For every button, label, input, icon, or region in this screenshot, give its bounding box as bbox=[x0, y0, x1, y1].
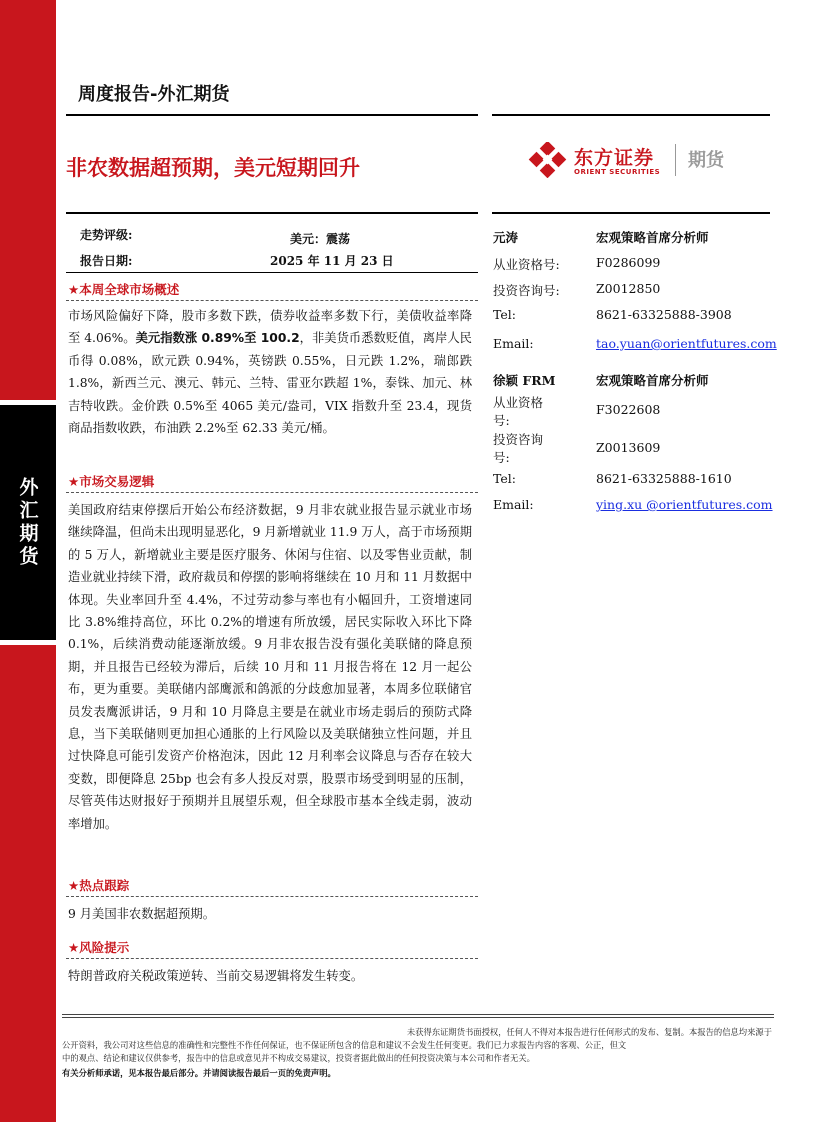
disclaimer-line-2: 公开资料，我公司对这些信息的准确性和完整性不作任何保证，也不保证所包含的信息和建议不会发生任何变更。我们已力求报告内容的客观、公正，但文 bbox=[62, 1040, 627, 1050]
logo-suffix: 期货 bbox=[688, 150, 724, 171]
report-title: 非农数据超预期，美元短期回升 bbox=[66, 156, 360, 180]
meta-rule bbox=[66, 272, 478, 273]
analyst-1-license-label: 从业资格号: bbox=[493, 257, 560, 272]
title-rule-left bbox=[66, 212, 478, 214]
analyst-2-license-label-1: 从业资格 bbox=[493, 395, 544, 410]
analyst-2-title: 宏观策略首席分析师 bbox=[596, 373, 709, 388]
overview-text-bold: 美元指数涨 0.89%至 100.2 bbox=[135, 331, 300, 346]
disclaimer-line-1: 未获得东证期货书面授权，任何人不得对本报告进行任何形式的发布、复制。本报告的信息均来源于 bbox=[406, 1027, 772, 1037]
logic-divider bbox=[66, 492, 478, 493]
analyst-1-consult-label: 投资咨询号: bbox=[493, 283, 560, 298]
hotspot-text: 9 月美国非农数据超预期。 bbox=[68, 907, 215, 921]
overview-text-2: ，非美货币悉数贬值，离岸人民币得 0.08%，欧元跌 0.94%，英镑跌 0.55%，日元跌 1.2%，瑞郎跌 1.8%，新西兰元、澳元、韩元、兰特、雷亚尔跌超 1%，泰铢、加元、林吉特收跌。金价跌 0.5%至 4065 美元/盎司，VIX 指数升至 23.4，现货商品指数收跌，布油跌 2.2%至 62.33 美元/桶。 bbox=[68, 331, 472, 436]
analyst-1-consult: Z0012850 bbox=[596, 281, 661, 296]
sidebar-red-top bbox=[0, 0, 56, 400]
date-label: 报告日期: bbox=[80, 254, 133, 268]
header-rule-right bbox=[492, 114, 770, 116]
analyst-1-title: 宏观策略首席分析师 bbox=[596, 230, 709, 245]
analyst-2-tel: 8621-63325888-1610 bbox=[596, 471, 732, 486]
overview-divider bbox=[66, 300, 478, 301]
disclaimer-analyst-note: 有关分析师承诺，见本报告最后部分。并请阅读报告最后一页的免责声明。 bbox=[62, 1068, 336, 1078]
analyst-2-consult: Z0013609 bbox=[596, 440, 661, 455]
footer-rule-bottom bbox=[62, 1017, 774, 1018]
header-rule-left bbox=[66, 114, 478, 116]
sidebar-category-tab bbox=[0, 405, 56, 640]
analyst-2-email-link[interactable]: ying.xu @orientfutures.com bbox=[596, 497, 773, 512]
analyst-2-consult-label-1: 投资咨询 bbox=[493, 432, 544, 447]
logo-name-en: ORIENT SECURITIES bbox=[574, 168, 661, 176]
analyst-1-tel: 8621-63325888-3908 bbox=[596, 307, 732, 322]
analyst-1-tel-label: Tel: bbox=[493, 307, 516, 322]
risk-heading: ★风险提示 bbox=[68, 940, 130, 955]
overview-paragraph bbox=[68, 305, 472, 439]
trend-label: 走势评级: bbox=[80, 228, 133, 242]
logic-heading: ★市场交易逻辑 bbox=[68, 474, 155, 489]
logic-paragraph: 美国政府结束停摆后开始公布经济数据，9 月非农就业报告显示就业市场继续降温，但尚未出现明显恶化，9 月新增就业 11.9 万人，高于市场预期的 5 万人，新增就业主要是医疗服务、休闲与住宿、以及零售业贡献，制造业就业持续下滑，政府裁员和停摆的影响将继续在 10 月和 11 月数据中体现。失业率回升至 4.4%，不过劳动参与率也有小幅回升，工资增速同比 3.8%维持高位，环比 0.2%的增速有所放缓，居民实际收入环比下降 0.1%，后续消费动能逐渐放缓。9 月非农报告没有强化美联储的降息预期，并且报告已经较为滞后，后续 10 月和 11 月报告将在 12 月一起公布，更为重要。美联储内部鹰派和鸽派的分歧愈加显著，本周多位联储官员发表鹰派讲话，9 月和 10 月降息主要是在就业市场走弱后的预防式降息，当下美联储则更加担心通胀的上行风险以及美联储独立性问题，并且过快降息可能引发资产价格泡沫，因此 12 月利率会议降息与否存在较大变数，即便降息 25bp 也会有多人投反对票，股票市场受到明显的压制，尽管英伟达财报好于预期并且展望乐观，但全球股市基本全线走弱，波动率增加。 bbox=[68, 503, 472, 831]
analyst-2-license-label-2: 号: bbox=[493, 413, 510, 428]
analyst-2-license: F3022608 bbox=[596, 402, 661, 417]
analyst-2-consult-label-2: 号: bbox=[493, 450, 510, 465]
hotspot-divider bbox=[66, 896, 478, 897]
overview-text-1: 市场风险偏好下降，股市多数下跌，债券收益率多数下行，美债收益率降至 4.06%。 bbox=[68, 309, 472, 346]
analyst-1-email-link[interactable]: tao.yuan@orientfutures.com bbox=[596, 336, 777, 351]
analyst-1-license: F0286099 bbox=[596, 255, 661, 270]
overview-heading: ★本周全球市场概述 bbox=[68, 282, 180, 297]
analyst-2-name: 徐颖 FRM bbox=[493, 373, 556, 388]
orient-logo-icon bbox=[528, 142, 568, 178]
sidebar-red-bottom bbox=[0, 645, 56, 1122]
hotspot-heading: ★热点跟踪 bbox=[68, 878, 130, 893]
analyst-2-email-label: Email: bbox=[493, 497, 534, 512]
date-value: 2025 年 11 月 23 日 bbox=[270, 254, 394, 268]
footer-rule-top bbox=[62, 1014, 774, 1015]
analyst-2-tel-label: Tel: bbox=[493, 471, 516, 486]
analyst-1-name: 元涛 bbox=[493, 230, 519, 245]
logo-divider bbox=[675, 144, 676, 176]
risk-divider bbox=[66, 958, 478, 959]
trend-value: 美元：震荡 bbox=[290, 232, 351, 246]
logo-name-cn: 东方证券 bbox=[574, 147, 655, 169]
disclaimer-line-3: 中的观点、结论和建议仅供参考，报告中的信息或意见并不构成交易建议，投资者据此做出的任何投资决策与本公司和作者无关。 bbox=[62, 1053, 535, 1063]
report-type-header: 周度报告-外汇期货 bbox=[78, 84, 230, 105]
analyst-1-email-label: Email: bbox=[493, 336, 534, 351]
risk-text: 特朗普政府关税政策逆转、当前交易逻辑将发生转变。 bbox=[68, 969, 364, 983]
sidebar-category-label: 外汇期货 bbox=[16, 476, 39, 569]
title-rule-right bbox=[492, 212, 770, 214]
